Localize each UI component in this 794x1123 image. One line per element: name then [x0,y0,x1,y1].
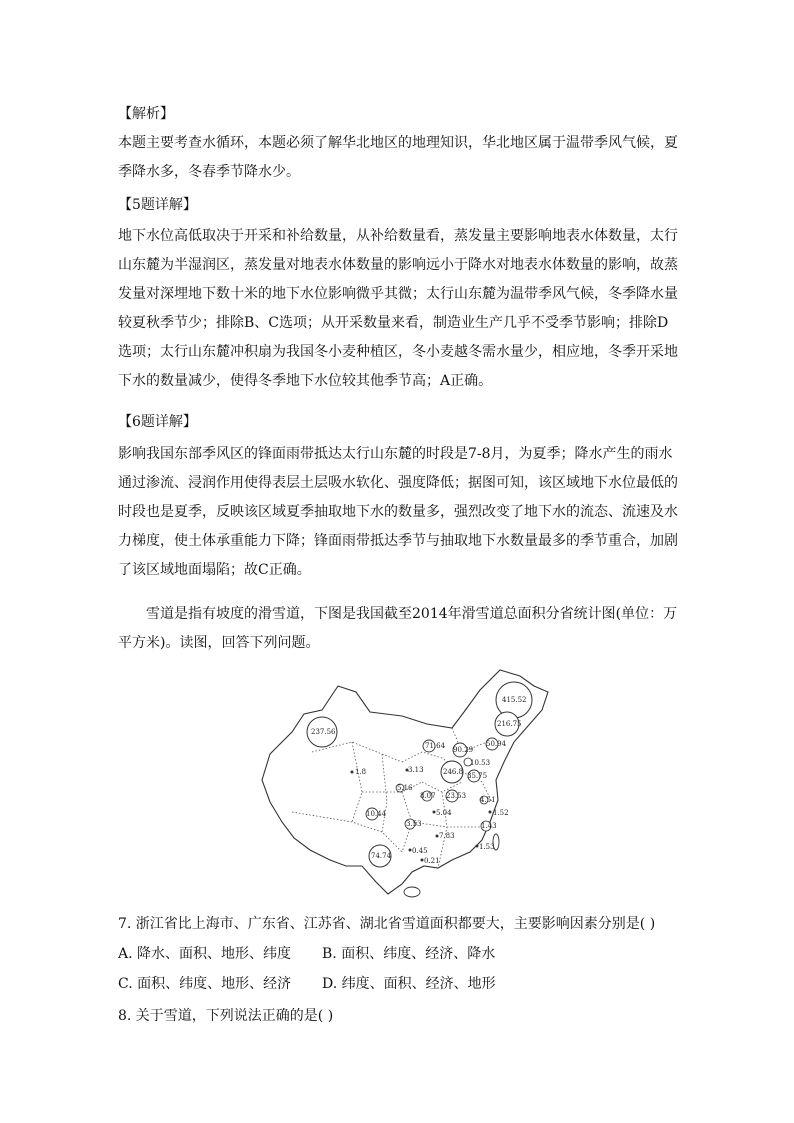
dot-anhui [489,811,492,814]
label-zhejiang: 1.43 [481,822,497,830]
intro-text: 雪道是指有坡度的滑雪道，下图是我国截至2014年滑雪道总面积分省统计图(单位：万平方米)。读图，回答下列问题。 [118,606,678,651]
label-guangdong: 0.21 [424,857,440,865]
label-yunnan: 74.74 [371,852,392,860]
q7-options-row1 [118,940,495,969]
q7-option-c[interactable]: C. 面积、纬度、地形、经济 [118,976,292,992]
analysis-heading: 【解析】 [118,106,174,122]
label-tianjin: 10.53 [470,759,491,767]
label-chongqing: 3.53 [406,820,422,828]
hainan-island [404,887,420,897]
q5-text: 地下水位高低取决于开采和补给数量，从补给数量看，蒸发量主要影响地表水体数量，太行山东麓为半湿润区，蒸发量对地表水体数量的影响远小于降水对地表水体数量的影响，故蒸发量对深埋地下数十米的地下水位影响微乎其微；太行山东麓为温带季风气候，冬季降水量较夏秋季节少；排除B、C选项；从开采数量来看，制造业生产几乎不受季节影响；排除D选项；太行山东麓冲积扇为我国冬小麦种植区，冬小麦越冬需水量少，相应地，冬季开采地下水的数量减少，使得冬季地下水位较其他季节高；A正确。 [118,228,678,389]
label-henan: 8.07 [420,792,436,800]
q8-stem: 8. 关于雪道，下列说法正确的是( ) [118,1008,334,1024]
label-beijing: 90.29 [453,746,474,754]
label-fujian: 1.53 [479,843,495,851]
q7-option-b[interactable]: B. 面积、纬度、经济、降水 [322,946,496,962]
label-xinjiang: 237.56 [311,728,336,736]
q5-heading: 【5题详解】 [118,197,197,213]
label-hebei: 246.8 [443,768,464,776]
label-sichuan: 10.44 [366,810,387,818]
label-ningxia: 3.13 [408,766,424,774]
q7-option-d[interactable]: D. 纬度、面积、经济、地形 [322,976,496,992]
label-jiangsu: 23.53 [446,792,467,800]
label-guizhou: 0.45 [412,847,428,855]
label-shaanxi: 5.16 [397,784,413,792]
q6-text: 影响我国东部季风区的锋面雨带抵达太行山东麓的时段是7-8月，为夏季；降水产生的雨水通过渗流、浸润作用使得表层土层吸水软化、强度降低；据图可知，该区域地下水位最低的时段也是夏季，反映该区域夏季抽取地下水的数量多，强烈改变了地下水的流态、流速及水力梯度，使土体承重能力下降；锋面雨带抵达季节与抽取地下水数量最多的季节重合，加剧了该区域地面塌陷；故C正确。 [118,446,678,578]
label-qinghai: 1.8 [355,768,367,776]
label-hubei: 5.04 [436,809,452,817]
q6-heading: 【6题详解】 [118,414,197,430]
dot-qinghai [351,771,354,774]
label-shandong: 35.75 [467,772,488,780]
label-jilin: 216.75 [497,720,522,728]
q7-option-a[interactable]: A. 降水、面积、地形、纬度 [118,946,292,962]
china-ski-map [252,662,552,902]
label-inner-mongolia: 71.64 [425,742,446,750]
label-liaoning: 50.94 [486,740,507,748]
label-anhui: 1.52 [493,809,509,817]
analysis-text: 本题主要考查水循环，本题必须了解华北地区的地理知识，华北地区属于温带季风气候，夏季降水多，冬春季节降水少。 [118,135,678,180]
q7-stem: 7. 浙江省比上海市、广东省、江苏省、湖北省雪道面积都要大，主要影响因素分别是( ) [118,916,656,932]
label-shanghai: 4.51 [480,796,496,804]
label-hunan: 7.83 [439,832,455,840]
q7-options-row2 [118,970,496,999]
label-heilongjiang: 415.52 [502,696,527,704]
